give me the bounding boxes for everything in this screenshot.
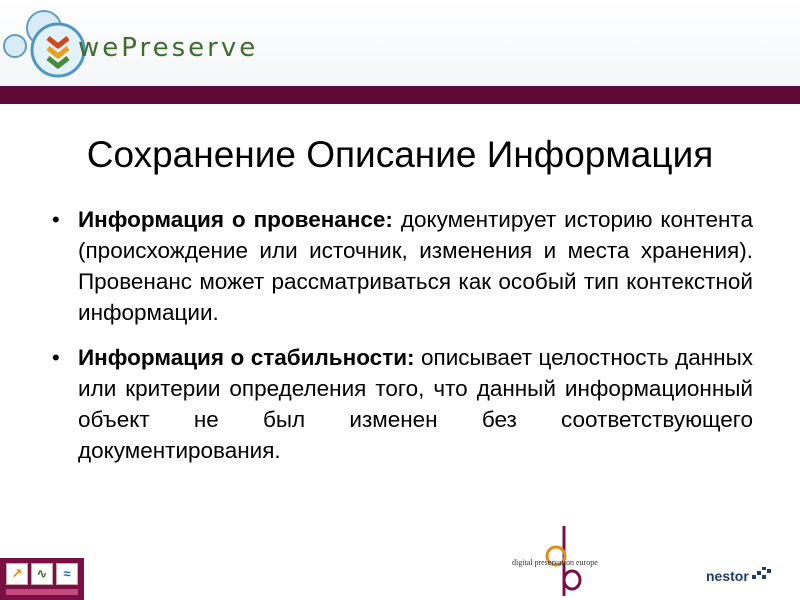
- wave-icon: ≈: [56, 563, 78, 585]
- bullet-marker: •: [52, 207, 60, 232]
- bullet-list: [48, 204, 753, 480]
- bullet-text: описывает целостность данных или критерии определения того, что данный информационный объект не был изменен без соответствующего документирования.: [78, 345, 753, 463]
- bullet-item: [48, 204, 753, 328]
- dpe-logo-text: digital preservation europe: [512, 558, 598, 567]
- partner-logo-left: [0, 558, 84, 600]
- logo-strip: [6, 589, 78, 595]
- nestor-dots-icon: [752, 567, 772, 581]
- bullet-marker: •: [52, 345, 60, 370]
- bullet-lead: Информация о стабильности:: [78, 345, 415, 370]
- chart-icon: ∿: [31, 563, 53, 585]
- nestor-logo: nestor: [706, 568, 749, 584]
- header-bar: [0, 86, 800, 104]
- bullet-lead: Информация о провенансе:: [78, 207, 393, 232]
- logo-wordmark: wePreserve: [78, 33, 259, 63]
- bullet-item: [48, 342, 753, 466]
- slide-title: Сохранение Описание Информация: [86, 134, 714, 175]
- dpe-logo: [506, 520, 602, 598]
- wepreserve-logo: [0, 0, 300, 90]
- arrow-icon: ↗: [6, 563, 28, 585]
- bullet-text: документирует историю контента (происхождение или источник, изменения и места хранения). Провенанс может рассматриваться как особый тип контекстной информации.: [78, 207, 753, 325]
